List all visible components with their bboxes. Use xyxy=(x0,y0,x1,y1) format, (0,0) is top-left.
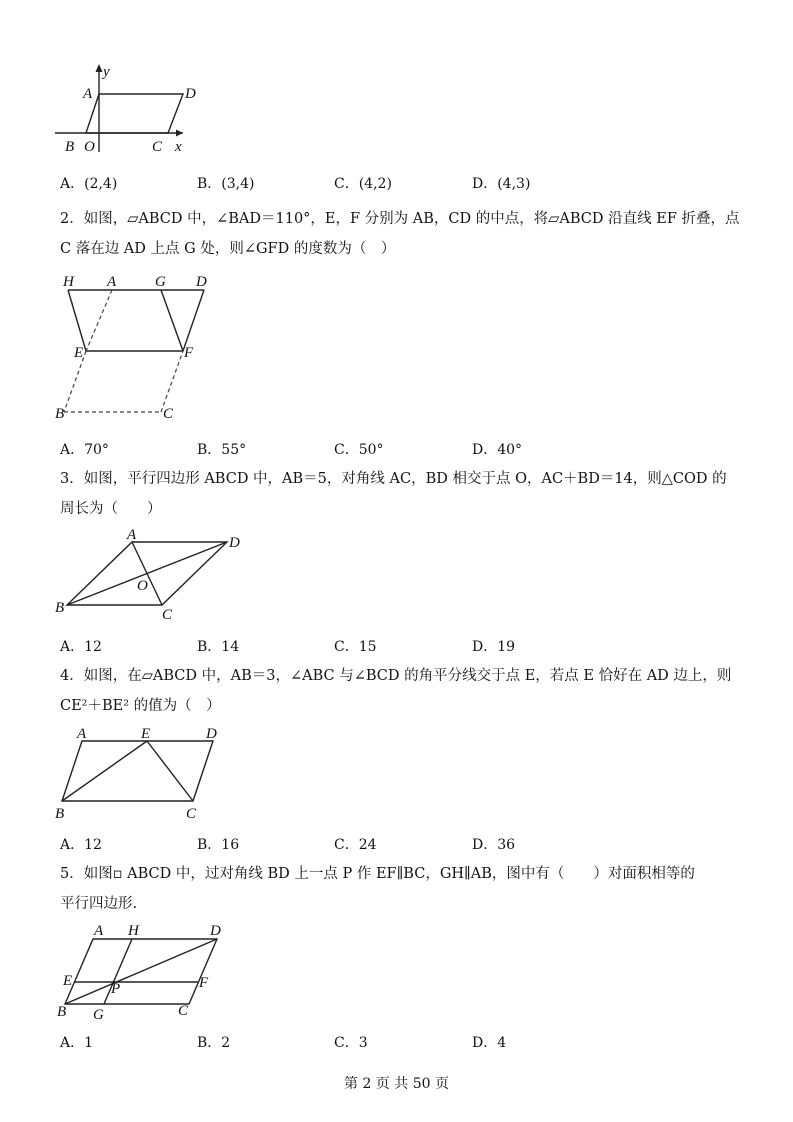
q2-stem xyxy=(60,204,740,264)
q4-option-a[interactable]: A．12 xyxy=(60,837,102,853)
label-o: O xyxy=(84,139,95,155)
q4-option-b[interactable]: B．16 xyxy=(197,837,240,853)
label-c: C xyxy=(178,1003,189,1019)
q1-option-c[interactable]: C．(4,2) xyxy=(334,176,392,192)
q5-option-c[interactable]: C．3 xyxy=(334,1035,368,1051)
q3-line2: 周长为（ ） xyxy=(60,501,162,517)
label-h: H xyxy=(128,923,139,939)
q1-option-b[interactable]: B．(3,4) xyxy=(197,176,255,192)
label-b: B xyxy=(65,139,75,155)
q5-line2: 平行四边形. xyxy=(60,896,138,912)
parallelogram-abcd xyxy=(62,741,213,801)
label-f: F xyxy=(199,975,209,991)
label-g: G xyxy=(93,1007,104,1023)
segment-he xyxy=(68,290,86,351)
q2-option-b[interactable]: B．55° xyxy=(197,442,247,458)
figure-coordinate-parallelogram xyxy=(55,62,205,157)
figure-parallel-lines-parallelogram xyxy=(55,922,240,1022)
q3-option-a[interactable]: A．12 xyxy=(60,639,102,655)
segment-gf xyxy=(161,290,183,351)
label-e: E xyxy=(141,726,151,742)
label-d: D xyxy=(185,86,196,102)
q4-option-d[interactable]: D．36 xyxy=(472,837,516,853)
q5-option-b[interactable]: B．2 xyxy=(197,1035,231,1051)
q3-option-d[interactable]: D．19 xyxy=(472,639,516,655)
figure-angle-bisectors xyxy=(55,724,230,824)
parallelogram-abcd xyxy=(86,94,183,133)
label-a: A xyxy=(83,86,93,102)
q3-line1: 3．如图，平行四边形 ABCD 中，AB＝5，对角线 AC，BD 相交于点 O，AC＋BD＝14，则△COD 的 xyxy=(60,471,727,487)
label-a: A xyxy=(127,527,137,543)
label-b: B xyxy=(55,806,65,822)
q4-option-c[interactable]: C．24 xyxy=(334,837,377,853)
label-d: D xyxy=(196,274,207,290)
label-h: H xyxy=(63,274,74,290)
label-c: C xyxy=(186,806,197,822)
q3-option-b[interactable]: B．14 xyxy=(197,639,240,655)
label-p: P xyxy=(111,981,121,997)
q2-option-d[interactable]: D．40° xyxy=(472,442,523,458)
q5-option-d[interactable]: D．4 xyxy=(472,1035,507,1051)
q5-stem xyxy=(60,859,740,919)
q3-option-c[interactable]: C．15 xyxy=(334,639,377,655)
segment-ae xyxy=(86,290,112,351)
q5-option-a[interactable]: A．1 xyxy=(60,1035,94,1051)
label-b: B xyxy=(55,406,65,422)
y-axis-arrow xyxy=(96,64,103,72)
label-c: C xyxy=(162,607,173,623)
segment-cf xyxy=(161,351,183,412)
q4-line2: CE²＋BE² 的值为（ ） xyxy=(60,698,221,714)
q2-line1: 2．如图，▱ABCD 中，∠BAD＝110°，E，F 分别为 AB，CD 的中点，将▱ABCD 沿直线 EF 折叠，点 xyxy=(60,211,740,227)
figure-folded-parallelogram xyxy=(55,272,230,427)
label-e: E xyxy=(74,345,84,361)
q4-stem xyxy=(60,661,740,721)
label-a: A xyxy=(107,274,117,290)
x-axis-arrow xyxy=(176,130,183,137)
q4-line1: 4．如图，在▱ABCD 中，AB＝3，∠ABC 与∠BCD 的角平分线交于点 E，若点 E 恰好在 AD 边上，则 xyxy=(60,668,732,684)
q1-option-d[interactable]: D．(4,3) xyxy=(472,176,531,192)
segment-df xyxy=(183,290,204,351)
diagonal-bd xyxy=(67,542,227,605)
label-a: A xyxy=(94,923,104,939)
label-d: D xyxy=(206,726,217,742)
label-x: x xyxy=(175,139,182,155)
q2-option-c[interactable]: C．50° xyxy=(334,442,384,458)
q2-line2: C 落在边 AD 上点 G 处，则∠GFD 的度数为（ ） xyxy=(60,241,396,257)
segment-ec xyxy=(147,741,193,801)
diagonal-bd xyxy=(65,939,217,1004)
label-d: D xyxy=(229,535,240,551)
label-b: B xyxy=(55,600,65,616)
label-g: G xyxy=(155,274,166,290)
label-c: C xyxy=(163,406,174,422)
q5-line1: 5．如图▫ ABCD 中，过对角线 BD 上一点 P 作 EF∥BC，GH∥AB，图中有（ ）对面积相等的 xyxy=(60,866,695,882)
label-e: E xyxy=(63,973,73,989)
q2-option-a[interactable]: A．70° xyxy=(60,442,109,458)
q1-option-a[interactable]: A．(2,4) xyxy=(60,176,118,192)
label-c: C xyxy=(152,139,163,155)
label-d: D xyxy=(210,923,221,939)
label-b: B xyxy=(57,1004,67,1020)
label-y: y xyxy=(103,64,110,80)
segment-be xyxy=(62,741,147,801)
label-a: A xyxy=(77,726,87,742)
label-o: O xyxy=(137,578,148,594)
figure-diagonals-parallelogram xyxy=(55,528,250,623)
page-footer: 第 2 页 共 50 页 xyxy=(344,1076,449,1092)
q3-stem xyxy=(60,464,740,524)
label-f: F xyxy=(184,345,194,361)
